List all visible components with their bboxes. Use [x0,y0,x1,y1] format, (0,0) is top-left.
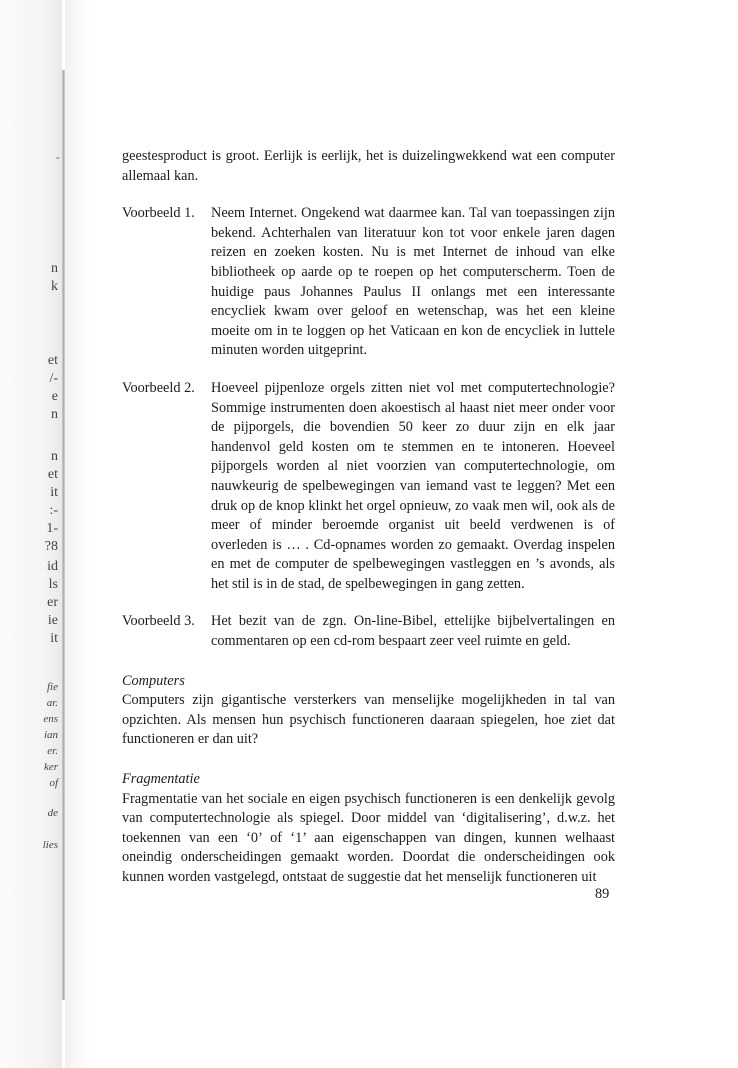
margin-fragment: :- [49,503,58,518]
example-3 [122,612,615,651]
margin-fragment: fie [47,681,58,693]
margin-dash: - [55,149,60,164]
example-label: Voorbeeld 1. [122,205,195,222]
margin-fragment: e [51,389,58,404]
intro-paragraph: geestesproduct is groot. Eerlijk is eerlijk, het is duizelingwekkend wat een computer allemaal kan. [122,148,615,184]
margin-fragment: /- [49,371,58,386]
margin-fragment: of [49,777,58,789]
margin-fragment: n [51,449,58,464]
margin-fragment: n [51,261,58,276]
margin-fragment: de [47,807,58,819]
example-label: Voorbeeld 3. [122,613,195,630]
margin-fragment: 1- [46,521,58,536]
margin-fragment: ar. [46,697,58,709]
example-text: Hoeveel pijpenloze orgels zitten niet vol met computertechnologie? Sommige instrumenten doen akoestisch al haast niet meer onder voor de pijporgels, die bovendien 50 keer zo duur zijn en elk jaar handenvol geld kosten om te stemmen en te intoneren. Hoeveel pijporgels worden al niet voorzien van computertechnologie, om nauwkeurig de spelbewegingen van iemand vast te leggen? Met een druk op de knop klinkt het orgel opnieuw, zo vaak men wil, ook als de meer of minder beroemde organist uit beeld verdwenen is of overleden is … . Cd-opnames worden zo gemaakt. Overdag inspelen en met de computer de spelbewegingen vastleggen en ’s avonds, als het stil is in de stad, de spelbewegingen in gang zetten. [211,379,615,592]
margin-fragment: lies [42,839,58,851]
margin-fragment: ens [43,713,58,725]
example-1 [122,204,615,361]
margin-fragment: id [47,559,58,574]
margin-fragment: er. [47,745,58,757]
section-heading-fragmentatie: Fragmentatie [122,771,200,788]
margin-fragment: k [51,279,58,294]
section-paragraph-fragmentatie: Fragmentatie van het sociale en eigen psychisch functioneren is een denkelijk gevolg van computertechnologie als spiegel. Door middel van ‘digitalisering’, d.w.z. het toekennen van een ‘0’ of ‘1’ aan eigenschappen van dingen, kunnen welhaast oneindig onderscheidingen gemaakt worden. Doordat die onderscheidingen ook kunnen worden vastgelegd, ontstaat de suggestie dat het menselijk functioneren uit [122,790,615,885]
page-body [122,147,615,888]
margin-fragment: ls [48,577,58,592]
margin-fragment: ker [43,761,58,773]
section-paragraph-computers: Computers zijn gigantische versterkers van menselijke mogelijkheden in tal van opzichten. Als mensen hun psychisch functioneren daaraan spiegelen, hoe ziet dat functioneren er dan uit? [122,692,615,748]
example-2 [122,379,615,595]
example-label: Voorbeeld 2. [122,379,195,396]
section-heading-computers: Computers [122,672,185,689]
margin-fragment: ian [43,729,58,741]
margin-fragment: et [47,467,58,482]
margin-fragment: er [47,595,58,610]
left-facing-page [0,0,62,1068]
margin-fragment: it [50,631,58,646]
example-text: Neem Internet. Ongekend wat daarmee kan. Tal van toepassingen zijn bekend. Achterhalen van literatuur kon tot voor enkele jaren dagen reizen en zoeken kosten. Nu is met Internet de inhoud van elke bibliotheek op aarde op te roepen op het computerscherm. Toen de huidige paus Johannes Paulus II onlangs met een interessante encycliek kwam over geloof en wetenschap, was het een kleine moeite om in te loggen op het Vaticaan en kon de encycliek in luttele minuten worden uitgeprint. [211,205,615,359]
page-number: 89 [595,886,610,902]
margin-fragment: n [51,407,58,422]
margin-fragment: it [50,485,58,500]
margin-fragment: ie [47,613,58,628]
margin-fragment: et [47,353,58,368]
margin-fragment: ?8 [44,539,58,554]
example-text: Het bezit van de zgn. On-line-Bibel, ettelijke bijbelvertalingen en commentaren op een cd-rom bespaart zeer veel ruimte en geld. [211,613,615,650]
